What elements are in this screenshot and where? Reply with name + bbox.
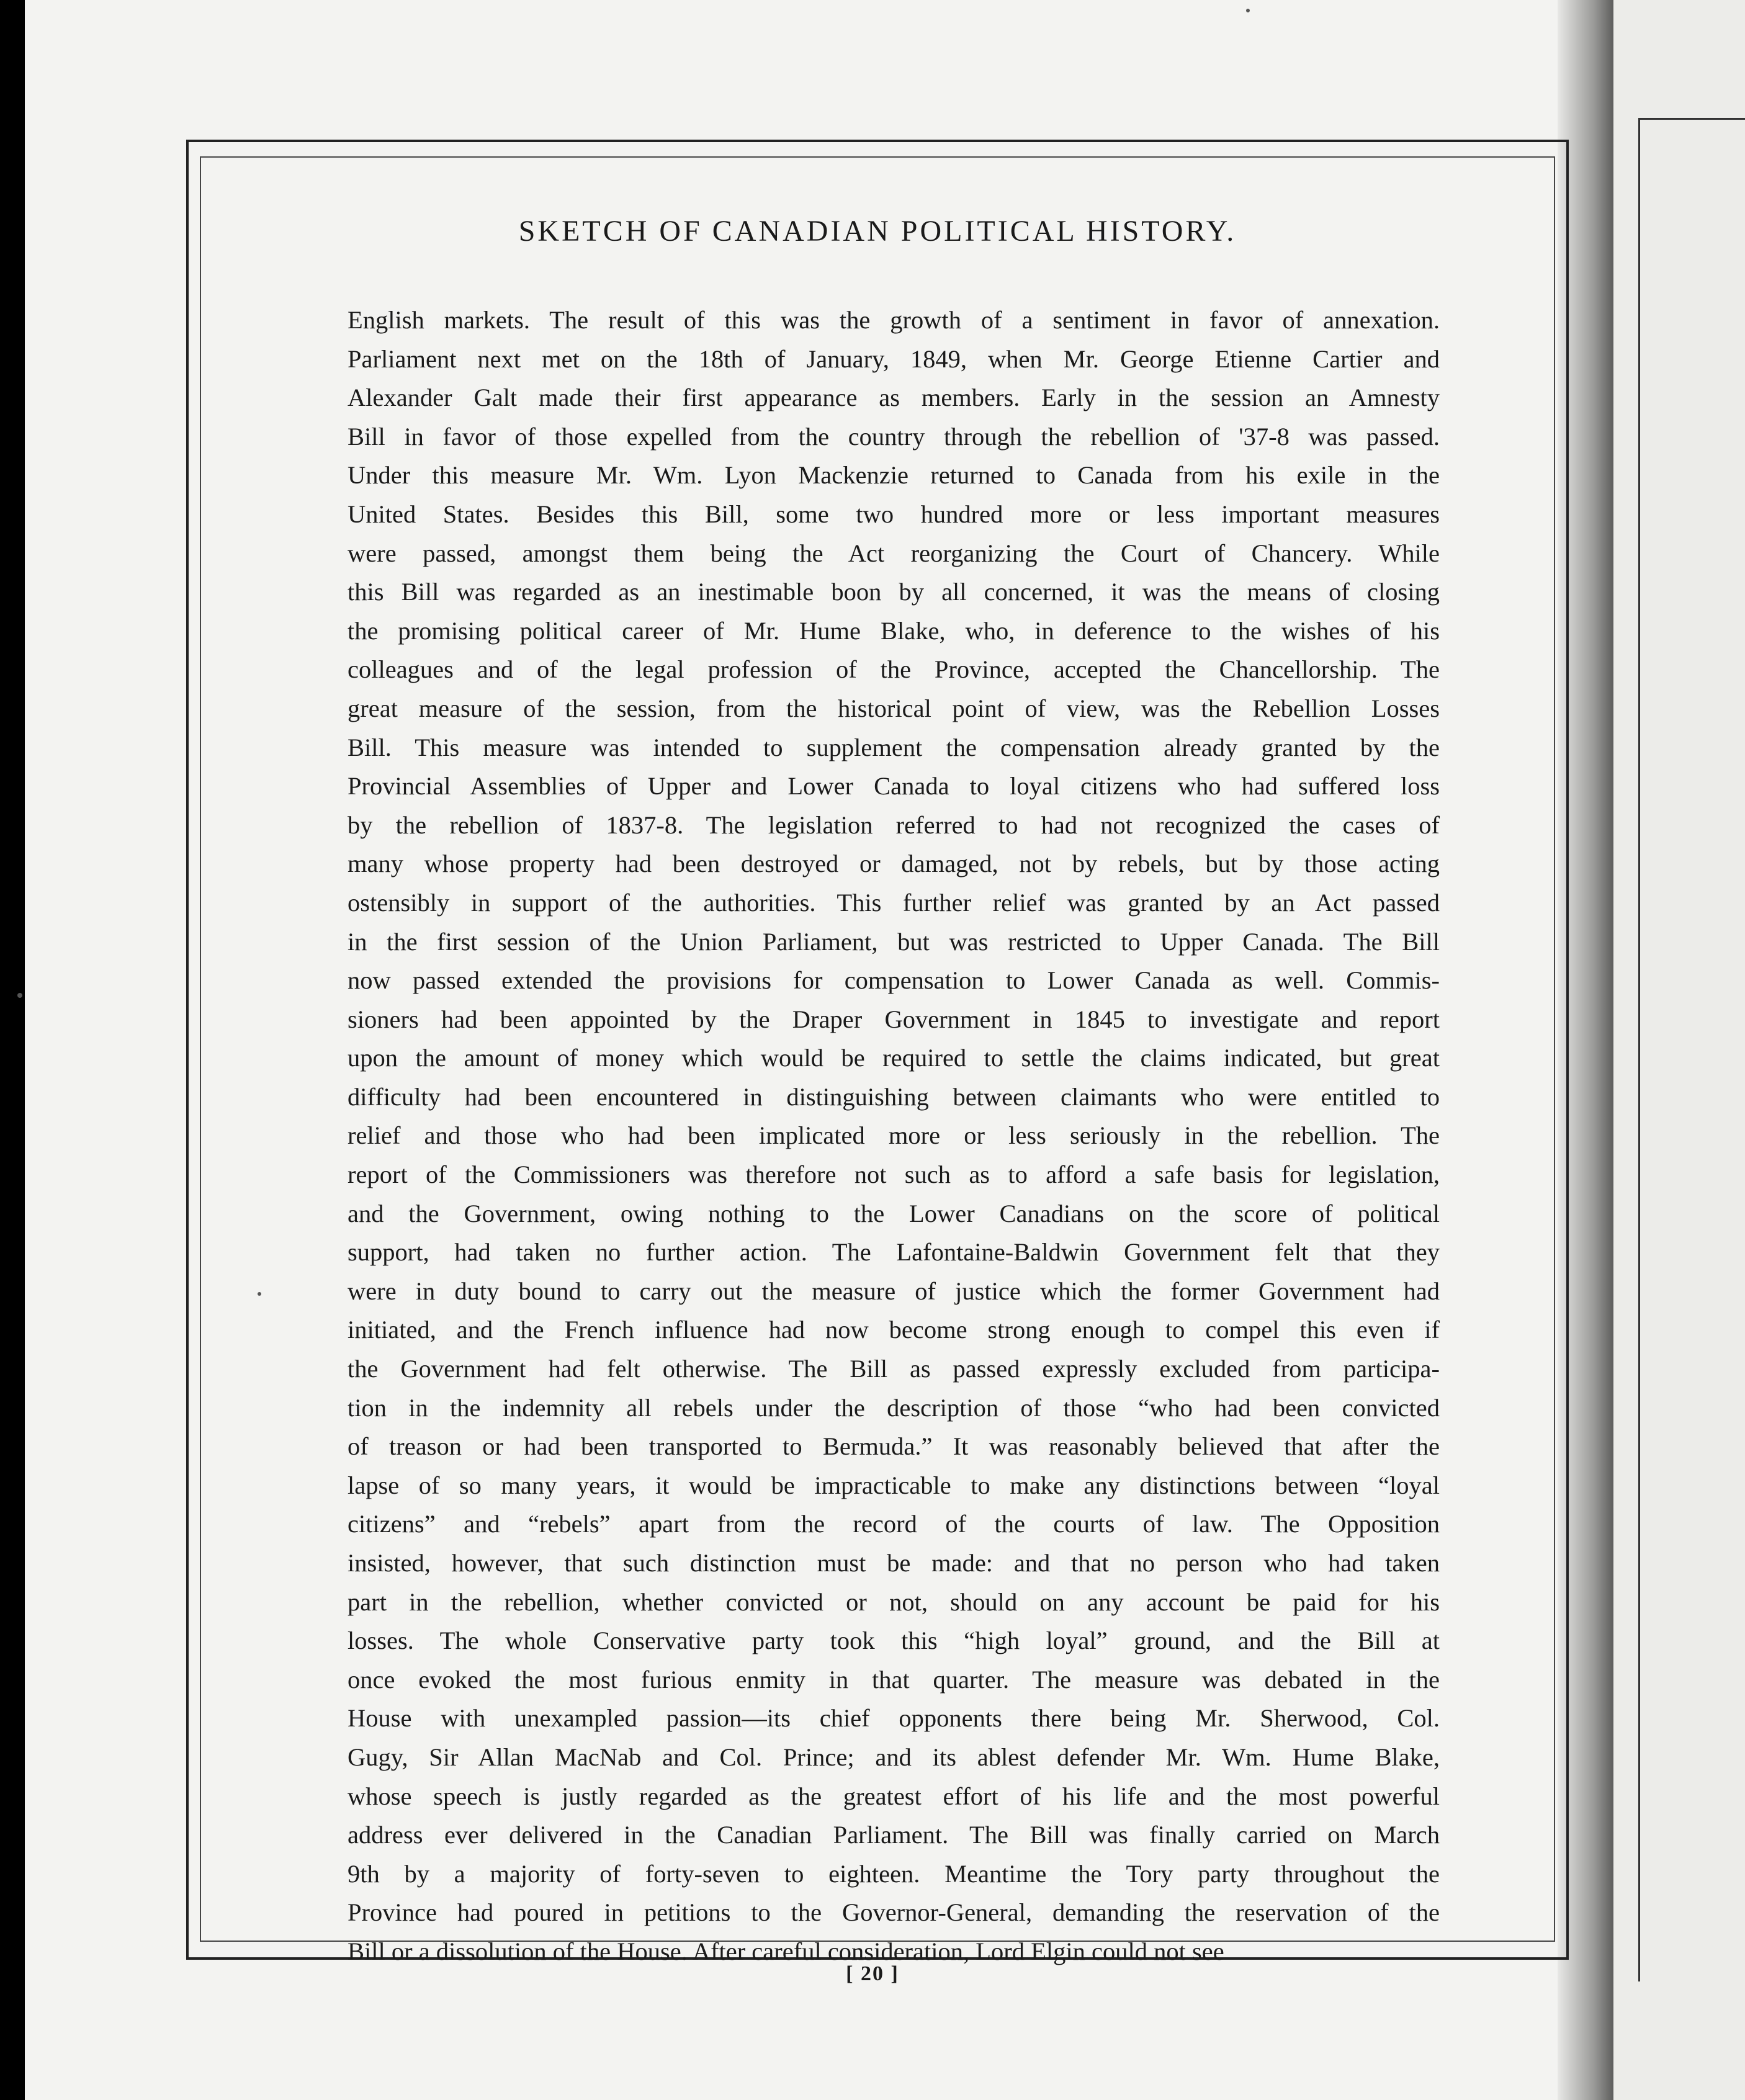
scan-speck	[17, 993, 22, 998]
text-line: difficulty had been encountered in distinguishing between claimants who were entitled to	[348, 1082, 1440, 1111]
text-line: citizens” and “rebels” apart from the record of the courts of law. The Opposition	[348, 1510, 1440, 1538]
text-line: relief and those who had been implicated more or less seriously in the rebellion. The	[348, 1121, 1440, 1150]
text-line: Parliament next met on the 18th of January, 1849, when Mr. George Etienne Cartier and	[348, 344, 1440, 373]
text-line: many whose property had been destroyed or damaged, not by rebels, but by those acting	[348, 850, 1440, 878]
text-line: great measure of the session, from the historical point of view, was the Rebellion Losses	[348, 694, 1440, 722]
text-line: sioners had been appointed by the Draper Government in 1845 to investigate and report	[348, 1005, 1440, 1033]
text-line: initiated, and the French influence had now become strong enough to compel this even if	[348, 1316, 1440, 1344]
text-line: Province had poured in petitions to the Governor-General, demanding the reservation of the	[348, 1898, 1440, 1927]
text-line: now passed extended the provisions for compensation to Lower Canada as well. Commis-	[348, 966, 1440, 995]
scan-speck	[1246, 9, 1250, 12]
text-line: the Government had felt otherwise. The Bill as passed expressly excluded from participa-	[348, 1355, 1440, 1383]
facing-page-border	[1638, 118, 1745, 1981]
text-line: part in the rebellion, whether convicted or not, should on any account be paid for his	[348, 1587, 1440, 1616]
text-line: and the Government, owing nothing to the Lower Canadians on the score of political	[348, 1199, 1440, 1227]
text-line: House with unexampled passion—its chief opponents there being Mr. Sherwood, Col.	[348, 1704, 1440, 1733]
text-line: insisted, however, that such distinction must be made: and that no person who had taken	[348, 1549, 1440, 1577]
scan-speck	[258, 1292, 261, 1296]
text-line: Under this measure Mr. Wm. Lyon Mackenzie returned to Canada from his exile in the	[348, 461, 1440, 490]
text-line: were in duty bound to carry out the measure of justice which the former Government had	[348, 1277, 1440, 1305]
text-line: Bill. This measure was intended to supplement the compensation already granted by the	[348, 733, 1440, 761]
page-title: SKETCH OF CANADIAN POLITICAL HISTORY.	[518, 215, 1237, 248]
text-line: this Bill was regarded as an inestimable boon by all concerned, it was the means of closing	[348, 578, 1440, 606]
text-line: whose speech is justly regarded as the greatest effort of his life and the most powerful	[348, 1782, 1440, 1810]
text-line: lapse of so many years, it would be impracticable to make any distinctions between “loyal	[348, 1471, 1440, 1499]
text-line: English markets. The result of this was the growth of a sentiment in favor of annexation.	[348, 306, 1440, 334]
text-line: 9th by a majority of forty-seven to eighteen. Meantime the Tory party throughout the	[348, 1859, 1440, 1888]
text-line: were passed, amongst them being the Act reorganizing the Court of Chancery. While	[348, 539, 1440, 567]
text-line: upon the amount of money which would be required to settle the claims indicated, but great	[348, 1044, 1440, 1072]
text-line: report of the Commissioners was therefore not such as to afford a safe basis for legislation,	[348, 1160, 1440, 1189]
text-line: losses. The whole Conservative party took this “high loyal” ground, and the Bill at	[348, 1627, 1440, 1655]
text-line: support, had taken no further action. The Lafontaine-Baldwin Government felt that they	[348, 1238, 1440, 1267]
text-line: the promising political career of Mr. Hume Blake, who, in deference to the wishes of his	[348, 616, 1440, 645]
text-line: by the rebellion of 1837-8. The legislation referred to had not recognized the cases of	[348, 810, 1440, 839]
body-text	[348, 301, 1440, 1972]
text-line: once evoked the most furious enmity in that quarter. The measure was debated in the	[348, 1665, 1440, 1694]
text-line: in the first session of the Union Parliament, but was restricted to Upper Canada. The Bill	[348, 927, 1440, 956]
text-line: Provincial Assemblies of Upper and Lower Canada to loyal citizens who had suffered loss	[348, 772, 1440, 801]
page-number: [ 20 ]	[846, 1962, 899, 1985]
text-line: Gugy, Sir Allan MacNab and Col. Prince; and its ablest defender Mr. Wm. Hume Blake,	[348, 1743, 1440, 1771]
text-line: colleagues and of the legal profession of the Province, accepted the Chancellorship. The	[348, 655, 1440, 684]
text-line: ostensibly in support of the authorities. This further relief was granted by an Act passed	[348, 888, 1440, 917]
text-line: Alexander Galt made their first appearance as members. Early in the session an Amnesty	[348, 384, 1440, 412]
text-line: Bill in favor of those expelled from the country through the rebellion of '37-8 was passed.	[348, 422, 1440, 451]
text-line: Bill or a dissolution of the House. After careful consideration, Lord Elgin could not see	[348, 1937, 1224, 1965]
text-line: of treason or had been transported to Bermuda.” It was reasonably believed that after the	[348, 1432, 1440, 1461]
text-line: address ever delivered in the Canadian Parliament. The Bill was finally carried on March	[348, 1821, 1440, 1849]
text-line: United States. Besides this Bill, some two hundred more or less important measures	[348, 500, 1440, 528]
text-line: tion in the indemnity all rebels under the description of those “who had been convicted	[348, 1393, 1440, 1422]
